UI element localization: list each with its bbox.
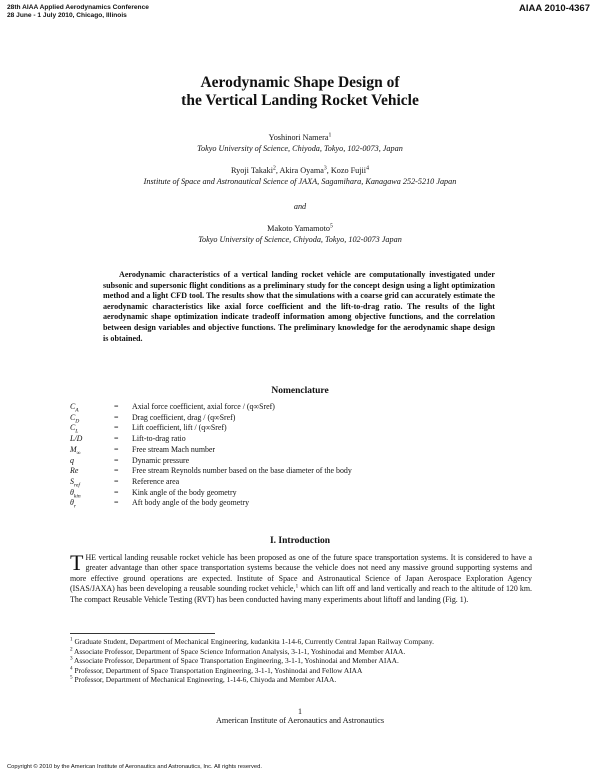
author-name: Makoto Yamamoto <box>267 224 330 233</box>
conference-date: 28 June - 1 July 2010, Chicago, Illinois <box>7 11 127 19</box>
title-line-2: the Vertical Landing Rocket Vehicle <box>181 92 419 109</box>
title-line-1: Aerodynamic Shape Design of <box>200 74 400 91</box>
equals-sign: = <box>114 455 119 465</box>
footnote-number: 2 <box>70 646 73 653</box>
section-heading-introduction: I. Introduction <box>269 536 330 546</box>
nomenclature-definition: Kink angle of the body geometry <box>132 487 237 497</box>
equals-sign: = <box>114 498 119 508</box>
author-footnote-ref: 2 <box>272 165 276 172</box>
and-separator: and <box>293 202 307 211</box>
footnote-divider <box>70 633 215 634</box>
footnote-number: 4 <box>70 665 73 672</box>
intro-text-part-2: which can lift off and land vertically and reach to the altitude of 120 km. The compact Reusable Vehicle Testing (RVT) has been conducted having many experiments about liftoff and landing (Fig. 1). <box>70 584 532 604</box>
equals-sign: = <box>114 402 119 411</box>
equals-sign: = <box>114 476 119 486</box>
nomenclature-definition: Reference area <box>132 476 180 486</box>
author-3 <box>0 224 600 235</box>
nomenclature-row <box>70 434 500 445</box>
affiliation-3: Tokyo University of Science, Chiyoda, Tokyo, 102-0073 Japan <box>198 235 402 244</box>
nomenclature-row <box>70 402 500 413</box>
nomenclature-definition: Axial force coefficient, axial force / (q∞Sref) <box>132 402 275 411</box>
nomenclature-definition: Free stream Reynolds number based on the base diameter of the body <box>132 466 352 476</box>
footnote-text: Associate Professor, Department of Space Transportation Engineering, 3-1-1, Yoshinodai and Member AIAA. <box>72 656 399 666</box>
author-1 <box>0 133 600 144</box>
nomenclature-definition: Drag coefficient, drag / (q∞Sref) <box>132 412 236 422</box>
author-footnote-ref: 5 <box>329 223 333 230</box>
footnote <box>70 666 532 676</box>
nomenclature-symbol: L/D <box>70 434 83 444</box>
abstract: Aerodynamic characteristics of a vertical landing rocket vehicle are computationally investigated under subsonic and supersonic flight conditions as a preliminary study for the concept design using a light optimization method and a light CFD tool. The results show that the simulations with a coarse grid can accurately estimate the aerodynamic characteristics like axial force coefficient and the lift-to-drag ratio. The results of the light aerodynamic shape optimization indicate tradeoff information among objective functions, and the correlation between design variables and objective functions. The preliminary knowledge for the aerodynamic shape design is obtained. <box>103 270 495 343</box>
nomenclature-symbol: $\theta_{kin}$ <box>70 487 81 500</box>
equals-sign: = <box>114 412 119 422</box>
intro-text-part-1: HE vertical landing reusable rocket vehicle has been proposed as one of the future space transportation systems. It is considered to have a greater advantage than other space transportation systems because the vehicle does not need any massive ground supporting systems and more effective ground operations are expected. Institute of Space and Astronautical Science of Japan Aerospace Exploration Agency (ISAS/JAXA) has been developing a reusable sounding rocket vehicle, <box>70 553 532 594</box>
footnote-number: 5 <box>70 674 73 681</box>
nomenclature-definition: Free stream Mach number <box>132 444 216 454</box>
nomenclature-symbol: $C_A$ <box>70 402 79 414</box>
introduction-paragraph <box>70 550 532 605</box>
footnote <box>70 647 532 657</box>
author-footnote-ref: 4 <box>366 165 369 172</box>
footnote-text: Professor, Department of Space Transportation Engineering, 3-1-1, Yoshinodai and Fellow AIAA <box>72 665 363 675</box>
nomenclature-row <box>70 488 500 499</box>
footnote-number: 1 <box>70 636 73 643</box>
footnote <box>70 675 532 685</box>
affiliation-1: Tokyo University of Science, Chiyoda, Tokyo, 102-0073, Japan <box>197 144 403 153</box>
nomenclature-symbol: $M_\infty$ <box>70 444 81 457</box>
equals-sign: = <box>114 434 119 444</box>
footnotes <box>70 637 532 685</box>
nomenclature-symbol: q <box>70 455 74 465</box>
nomenclature-definition: Dynamic pressure <box>132 455 190 465</box>
conference-name: 28th AIAA Applied Aerodynamics Conference <box>7 4 149 11</box>
drop-cap: T <box>70 550 84 575</box>
author-footnote-ref: 3 <box>323 165 327 172</box>
equals-sign: = <box>114 487 119 497</box>
footnote-text: Professor, Department of Mechanical Engineering, 1-14-6, Chiyoda and Member AIAA. <box>72 675 337 685</box>
footnote <box>70 656 532 666</box>
nomenclature-list <box>70 402 500 509</box>
author-name: Ryoji Takaki <box>231 166 273 175</box>
page-number: 1 <box>298 707 302 716</box>
nomenclature-row <box>70 423 500 434</box>
nomenclature-row <box>70 498 500 509</box>
nomenclature-definition: Lift-to-drag ratio <box>132 434 186 444</box>
author-2 <box>0 166 600 177</box>
paper-title <box>0 74 600 110</box>
nomenclature-row <box>70 456 500 467</box>
equals-sign: = <box>114 466 119 476</box>
author-name: Yoshinori Namera <box>268 133 329 142</box>
nomenclature-symbol: $\theta_r$ <box>70 498 77 510</box>
equals-sign: = <box>114 444 119 454</box>
author-name: , Kozo Fujii <box>326 166 367 175</box>
nomenclature-definition: Lift coefficient, lift / (q∞Sref) <box>132 423 227 433</box>
nomenclature-row <box>70 445 500 456</box>
nomenclature-symbol: $C_L$ <box>70 423 79 435</box>
nomenclature-symbol: Re <box>70 466 79 476</box>
footnote <box>70 637 532 647</box>
author-footnote-ref: 1 <box>328 132 332 139</box>
nomenclature-heading: Nomenclature <box>271 386 329 396</box>
footnote-text: Associate Professor, Department of Space Science Information Analysis, 3-1-1, Yoshinodai and Member AIAA. <box>72 646 406 656</box>
author-name: , Akira Oyama <box>275 166 324 175</box>
paper-id: AIAA 2010-4367 <box>519 3 590 14</box>
organization-footer: American Institute of Aeronautics and Astronautics <box>215 716 385 725</box>
affiliation-2: Institute of Space and Astronautical Science of JAXA, Sagamihara, Kanagawa 252-5210 Japan <box>143 177 457 186</box>
nomenclature-symbol: $S_{ref}$ <box>70 476 80 489</box>
conference-info <box>7 4 149 19</box>
nomenclature-row <box>70 413 500 424</box>
equals-sign: = <box>114 423 119 433</box>
footnote-number: 3 <box>70 655 73 662</box>
footnote-text: Graduate Student, Department of Mechanical Engineering, kudankita 1-14-6, Currently Central Japan Railway Company. <box>72 637 434 646</box>
reference-marker: 1 <box>295 583 299 590</box>
nomenclature-row <box>70 477 500 488</box>
nomenclature-symbol: $C_D$ <box>70 412 80 425</box>
nomenclature-definition: Aft body angle of the body geometry <box>132 498 250 508</box>
copyright-notice: Copyright © 2010 by the American Institute of Aeronautics and Astronautics, Inc. All rights reserved. <box>7 764 262 770</box>
nomenclature-row <box>70 466 500 477</box>
